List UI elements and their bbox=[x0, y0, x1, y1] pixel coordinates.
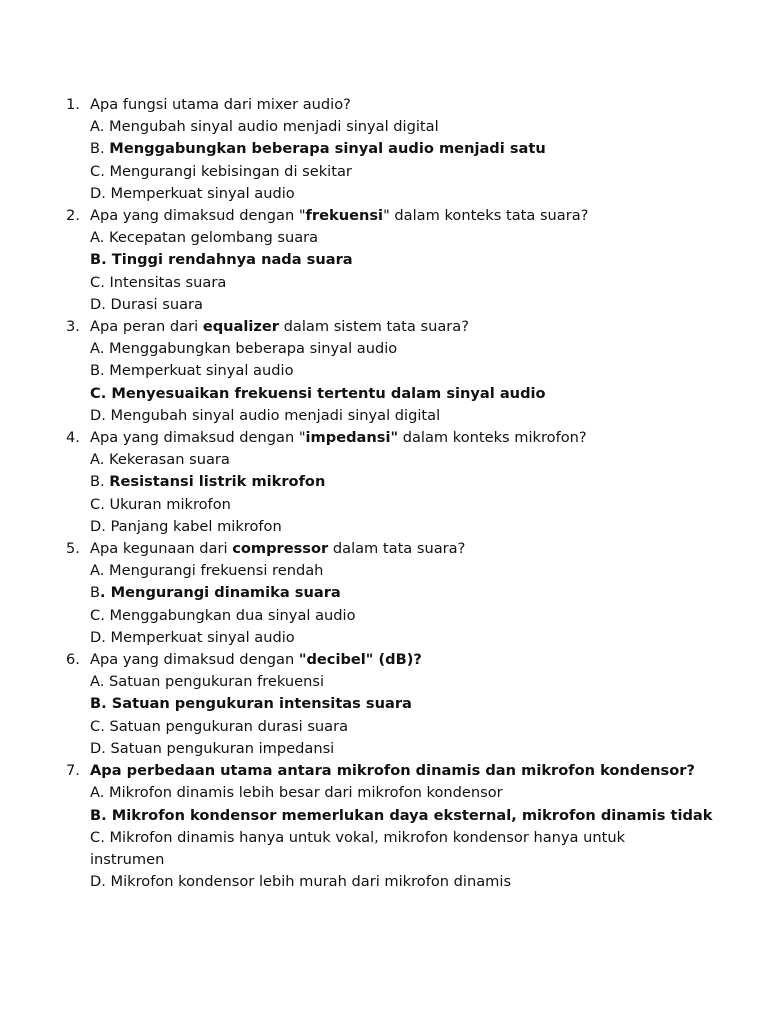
answer-option bbox=[90, 383, 768, 405]
answer-option bbox=[90, 716, 768, 738]
answer-text-segment: A. Satuan pengukuran frekuensi bbox=[90, 673, 325, 691]
question-text-bold: "decibel" (dB)? bbox=[298, 651, 422, 669]
answer-text-bold: . Mengurangi dinamika suara bbox=[100, 584, 341, 602]
question-text-segment: dalam konteks mikrofon? bbox=[398, 429, 587, 447]
document-page bbox=[0, 94, 768, 893]
answer-text-segment: B. bbox=[90, 473, 110, 491]
answer-option bbox=[90, 582, 768, 604]
answer-option bbox=[90, 227, 768, 249]
answer-text-bold: Menggabungkan beberapa sinyal audio menjadi satu bbox=[109, 140, 546, 158]
question-line bbox=[0, 94, 768, 116]
question-text-segment: Apa yang dimaksud dengan " bbox=[90, 429, 306, 447]
answer-text-segment: B. bbox=[90, 140, 110, 158]
answer-text-segment: B. Memperkuat sinyal audio bbox=[90, 362, 294, 380]
question-text-segment: Apa yang dimaksud dengan bbox=[90, 651, 299, 669]
answer-options bbox=[0, 560, 768, 649]
question-text-segment: Apa fungsi utama dari mixer audio? bbox=[90, 96, 351, 113]
question-text-segment: Apa yang dimaksud dengan " bbox=[90, 207, 306, 225]
answer-text-segment: A. Mengubah sinyal audio menjadi sinyal digital bbox=[90, 118, 439, 136]
answer-option bbox=[90, 161, 768, 183]
answer-text-bold: C. Menyesuaikan frekuensi tertentu dalam sinyal audio bbox=[90, 384, 546, 402]
answer-text-bold: B. Tinggi rendahnya nada suara bbox=[90, 251, 353, 269]
question-text bbox=[90, 94, 351, 116]
question-text-segment: dalam sistem tata suara? bbox=[279, 318, 469, 336]
question-number: 2. bbox=[66, 207, 80, 225]
answer-option bbox=[90, 805, 768, 827]
answer-text-segment: D. Durasi suara bbox=[90, 295, 203, 313]
answer-option bbox=[90, 827, 650, 871]
answer-text-segment: C. Mengurangi kebisingan di sekitar bbox=[90, 162, 352, 180]
question-item bbox=[0, 94, 768, 205]
answer-option bbox=[90, 183, 768, 205]
answer-options bbox=[0, 449, 768, 538]
answer-text-segment: D. Memperkuat sinyal audio bbox=[90, 628, 295, 646]
question-text-bold: equalizer bbox=[202, 318, 279, 336]
answer-text-bold: Resistansi listrik mikrofon bbox=[109, 473, 326, 491]
question-text bbox=[90, 316, 469, 338]
question-list bbox=[0, 94, 768, 893]
answer-option bbox=[90, 449, 768, 471]
answer-text-segment: A. Kecepatan gelombang suara bbox=[90, 229, 319, 247]
question-number: 6. bbox=[66, 651, 80, 669]
answer-option bbox=[90, 360, 768, 382]
answer-text-segment: D. Mengubah sinyal audio menjadi sinyal digital bbox=[90, 406, 441, 424]
question-item bbox=[0, 538, 768, 649]
answer-text-segment: C. Menggabungkan dua sinyal audio bbox=[90, 606, 356, 624]
question-text bbox=[90, 760, 695, 782]
question-item bbox=[0, 205, 768, 316]
answer-text-bold: B. Mikrofon kondensor memerlukan daya eksternal, mikrofon dinamis tidak bbox=[90, 806, 713, 824]
question-number: 7. bbox=[66, 762, 80, 780]
question-text-segment: dalam tata suara? bbox=[328, 540, 466, 558]
answer-text-segment: A. Menggabungkan beberapa sinyal audio bbox=[90, 340, 398, 358]
question-text-bold: compressor bbox=[232, 540, 329, 558]
answer-options bbox=[0, 116, 768, 205]
question-text-bold: impedansi" bbox=[305, 429, 399, 447]
answer-text-segment: C. Intensitas suara bbox=[90, 273, 227, 291]
answer-text-segment: A. Kekerasan suara bbox=[90, 451, 230, 469]
answer-text-segment: B bbox=[90, 584, 101, 602]
question-text bbox=[90, 205, 588, 227]
question-text-bold: frekuensi bbox=[305, 207, 384, 225]
question-text-segment: Apa kegunaan dari bbox=[90, 540, 233, 558]
answer-option bbox=[90, 560, 768, 582]
answer-text-segment: C. Mikrofon dinamis hanya untuk vokal, mikrofon kondensor hanya untuk instrumen bbox=[90, 828, 626, 868]
answer-option bbox=[90, 138, 768, 160]
question-item bbox=[0, 427, 768, 538]
question-text-segment: " dalam konteks tata suara? bbox=[383, 207, 589, 225]
question-number: 4. bbox=[66, 429, 80, 447]
answer-options bbox=[0, 338, 768, 427]
answer-option bbox=[90, 338, 768, 360]
answer-text-segment: D. Panjang kabel mikrofon bbox=[90, 517, 282, 535]
answer-option bbox=[90, 494, 768, 516]
answer-options bbox=[0, 782, 768, 893]
answer-option bbox=[90, 627, 768, 649]
answer-option bbox=[90, 605, 768, 627]
answer-option bbox=[90, 516, 768, 538]
question-number: 3. bbox=[66, 318, 80, 336]
question-text bbox=[90, 649, 422, 671]
answer-option bbox=[90, 693, 768, 715]
answer-option bbox=[90, 405, 768, 427]
answer-text-segment: C. Ukuran mikrofon bbox=[90, 495, 231, 513]
answer-text-bold: B. Satuan pengukuran intensitas suara bbox=[90, 695, 412, 713]
question-line bbox=[0, 760, 768, 782]
answer-option bbox=[90, 116, 768, 138]
question-item bbox=[0, 760, 768, 893]
question-text-bold: Apa perbedaan utama antara mikrofon dinamis dan mikrofon kondensor? bbox=[90, 762, 695, 780]
question-text-segment: Apa peran dari bbox=[90, 318, 203, 336]
answer-options bbox=[0, 671, 768, 760]
question-line bbox=[0, 649, 768, 671]
question-number: 5. bbox=[66, 540, 80, 558]
answer-text-segment: D. Mikrofon kondensor lebih murah dari mikrofon dinamis bbox=[90, 873, 512, 891]
answer-text-segment: A. Mengurangi frekuensi rendah bbox=[90, 562, 324, 580]
answer-option bbox=[90, 782, 768, 804]
question-item bbox=[0, 649, 768, 760]
answer-text-segment: A. Mikrofon dinamis lebih besar dari mikrofon kondensor bbox=[90, 784, 503, 802]
question-line bbox=[0, 538, 768, 560]
answer-option bbox=[90, 294, 768, 316]
answer-option bbox=[90, 871, 768, 893]
question-number: 1. bbox=[66, 96, 80, 113]
answer-text-segment: C. Satuan pengukuran durasi suara bbox=[90, 717, 349, 735]
answer-options bbox=[0, 227, 768, 316]
answer-option bbox=[90, 471, 768, 493]
answer-option bbox=[90, 738, 768, 760]
question-line bbox=[0, 427, 768, 449]
answer-option bbox=[90, 249, 768, 271]
question-text bbox=[90, 538, 465, 560]
question-item bbox=[0, 316, 768, 427]
question-line bbox=[0, 205, 768, 227]
answer-text-segment: D. Satuan pengukuran impedansi bbox=[90, 739, 335, 757]
question-text bbox=[90, 427, 587, 449]
answer-option bbox=[90, 671, 768, 693]
question-line bbox=[0, 316, 768, 338]
answer-text-segment: D. Memperkuat sinyal audio bbox=[90, 184, 295, 202]
answer-option bbox=[90, 272, 768, 294]
